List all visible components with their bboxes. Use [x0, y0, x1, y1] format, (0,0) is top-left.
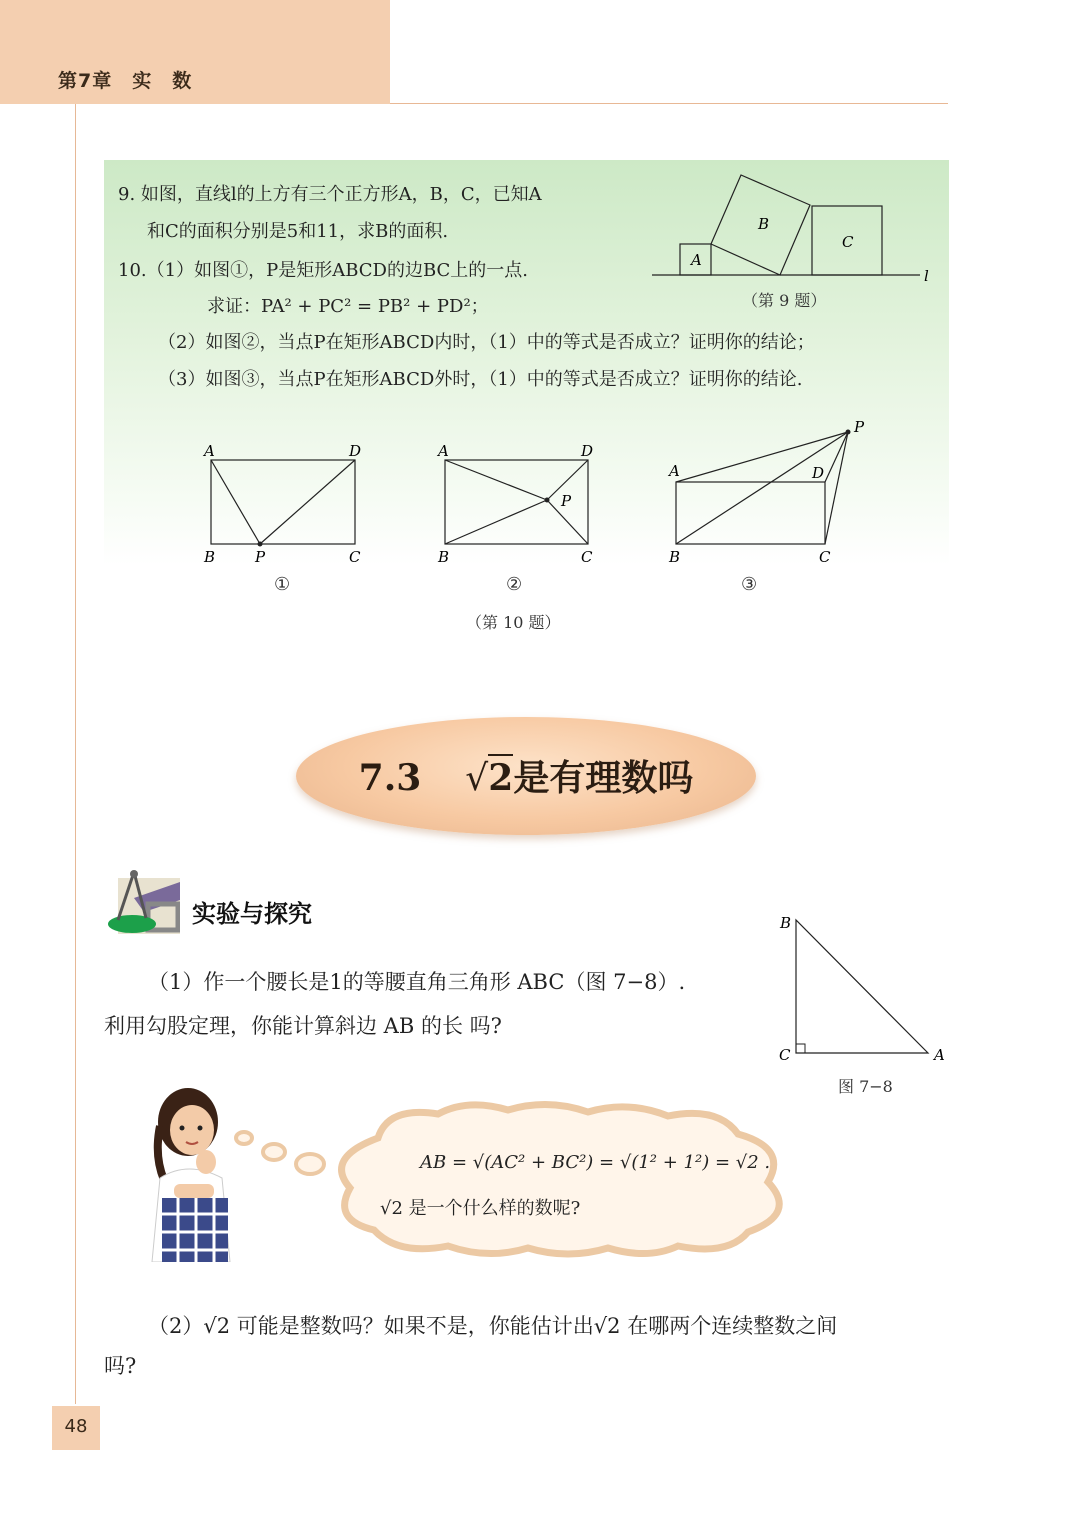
header-rule	[390, 103, 948, 104]
chapter-title: 第7章 实 数	[58, 70, 193, 92]
section-title-text: 是有理数吗	[513, 757, 694, 799]
fig9-label-a: A	[691, 251, 702, 269]
fig9-caption: （第 9 题）	[742, 291, 827, 310]
fig78-label-c: C	[779, 1046, 791, 1064]
fig9-label-c: C	[842, 233, 854, 251]
fig9-label-b: B	[758, 215, 770, 233]
fig10b-label-b: B	[438, 548, 450, 566]
fig10b-label-p: P	[561, 492, 572, 510]
q9-line1: 9. 如图，直线l的上方有三个正方形A，B，C，已知A	[118, 184, 542, 205]
fig10a-label-c: C	[349, 548, 361, 566]
fig10c-label-d: D	[812, 464, 825, 482]
explore-p1-line1: （1）作一个腰长是1的等腰直角三角形 ABC（图 7−8）.	[148, 970, 686, 994]
fig10-number-2: ②	[506, 574, 523, 595]
q10-line4: （3）如图③，当点P在矩形ABCD外时，（1）中的等式是否成立？证明你的结论.	[158, 369, 803, 390]
thought-question: √2 是一个什么样的数呢?	[380, 1198, 581, 1219]
explore-p2-line1: （2）√2 可能是整数吗？如果不是，你能估计出√2 在哪两个连续整数之间	[148, 1314, 838, 1338]
experiment-icon	[104, 868, 180, 936]
radical-sign: √	[465, 758, 489, 799]
fig10c-label-c: C	[819, 548, 831, 566]
fig78-label-b: B	[780, 914, 792, 932]
fig10c-label-a: A	[669, 462, 680, 480]
fig10a-label-p: P	[255, 548, 266, 566]
fig10b-label-d: D	[581, 442, 594, 460]
q10-line3: （2）如图②，当点P在矩形ABCD内时，（1）中的等式是否成立？证明你的结论；	[158, 332, 815, 353]
figure-7-8	[770, 908, 950, 1068]
fig10-number-3: ③	[741, 574, 758, 595]
fig10c-label-p: P	[854, 420, 865, 436]
margin-rule	[75, 104, 76, 1404]
section-number: 7.3	[358, 757, 422, 799]
q10-line1: 10.（1）如图①，P是矩形ABCD的边BC上的一点.	[118, 260, 529, 281]
fig10b-label-c: C	[581, 548, 593, 566]
fig10a-label-d: D	[349, 442, 362, 460]
fig10-caption: （第 10 题）	[466, 613, 561, 632]
figure-10	[195, 420, 885, 580]
explore-p2-line2: 吗?	[104, 1354, 137, 1378]
explore-p1-line2: 利用勾股定理，你能计算斜边 AB 的长 吗?	[104, 1014, 502, 1038]
thought-bubble	[228, 1098, 808, 1258]
radicand: 2	[488, 754, 513, 799]
section-title	[296, 750, 756, 801]
q10-line2: 求证：PA² + PC² = PB² + PD²；	[207, 296, 489, 317]
fig10a-label-b: B	[204, 548, 216, 566]
fig10c-label-b: B	[669, 548, 681, 566]
fig9-label-l: l	[924, 267, 929, 285]
explore-heading: 实验与探究	[192, 900, 312, 928]
fig10b-label-a: A	[438, 442, 449, 460]
fig10-number-1: ①	[274, 574, 291, 595]
q9-line2: 和C的面积分别是5和11，求B的面积.	[147, 221, 449, 242]
figure-9	[640, 165, 940, 290]
fig78-label-a: A	[934, 1046, 945, 1064]
fig10a-label-a: A	[204, 442, 215, 460]
fig78-caption: 图 7−8	[838, 1077, 893, 1096]
page-number: 48	[64, 1416, 88, 1437]
thought-formula: AB = √(AC² + BC²) = √(1² + 1²) = √2 .	[420, 1152, 771, 1173]
